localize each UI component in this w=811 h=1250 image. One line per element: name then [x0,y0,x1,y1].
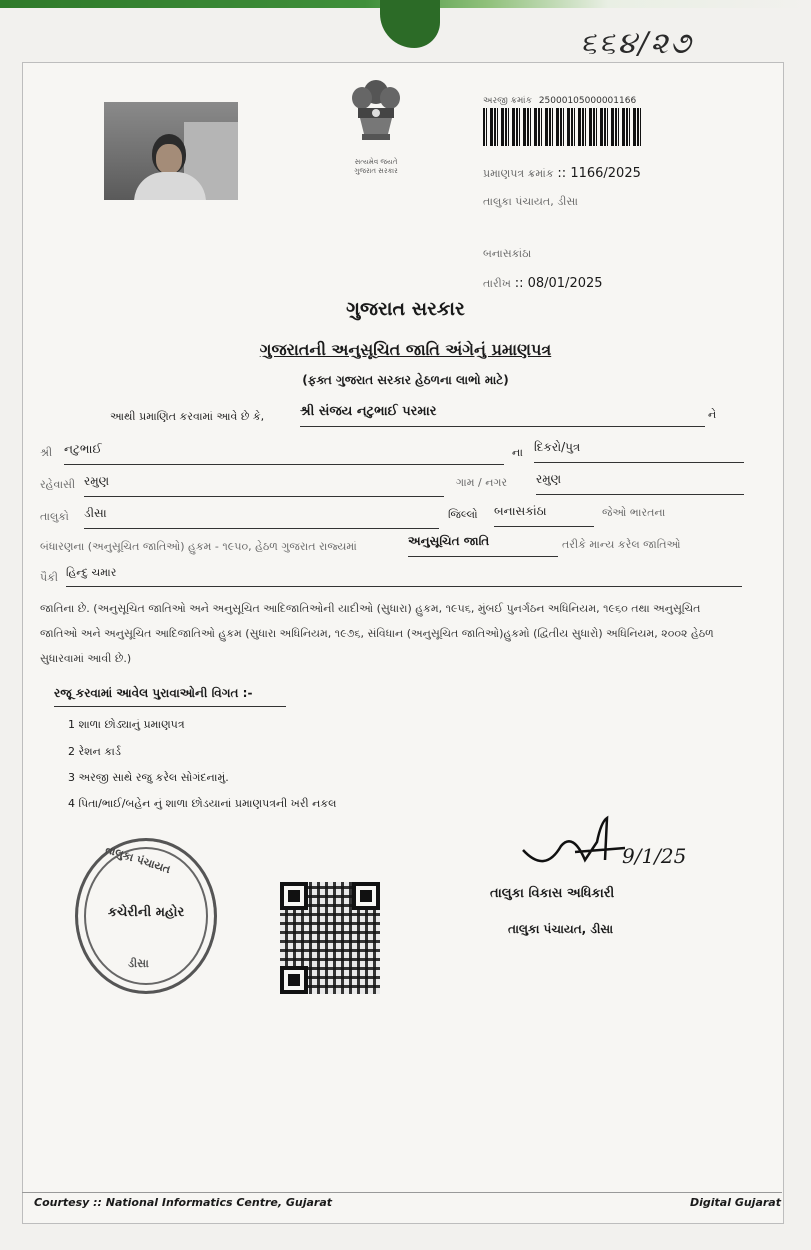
na-text: ના [512,446,523,459]
category-value: અનુસૂચિત જાતિ [408,534,558,557]
shri-label: શ્રી [40,446,53,459]
evidence-heading: રજૂ કરવામાં આવેલ પુરાવાઓની વિગત :- [54,686,286,707]
office-seal [75,838,217,994]
certificate-title: ગુજરાતની અનુસૂચિત જાતિ અંગેનું પ્રમાણપત્ર [259,340,552,359]
constitution-text: બંધારણના (અનુસૂચિત જાતિઓ) હુકમ - ૧૯૫૦, હેઠળ ગુજરાત રાજ્યમાં [40,540,357,553]
district-value: બનાસકાંઠા [494,504,594,527]
applicant-name: શ્રી સંજય નટુભાઈ પરમાર [300,404,705,427]
handwritten-file-number: ૬૬૪/૨૭ [580,26,693,61]
serial-label: અરજી ક્રમાંક [483,96,532,106]
taluka-label: તાલુકો [40,510,69,523]
footer-divider [22,1192,782,1193]
date-row [483,276,603,291]
legal-paragraph: જાતિના છે. (અનુસૂચિત જાતિઓ અને અનુસૂચિત આદિજાતિઓની યાદીઓ (સુધારા) હુકમ, ૧૯૫૬, મુંબઈ પુનર્ગઠન અધિનિયમ, ૧૯૬૦ તથા અનુસૂચિત જાતિઓ અને અનુસૂચિત આદિજાતિઓ હુકમ (સુધારા અધિનિયમ, ૧૯૭૬, સંવિધાન (અનુસૂચિત જાતિઓ)હુકમો (દ્વિતીય સુધારો) અધિનિયમ, ૨૦૦૨ હેઠળ સુધારવામાં આવી છે.) [40,602,714,665]
serial-number: 25000105000001166 [538,96,637,106]
header-district: બનાસકાંઠા [483,247,532,260]
seal-center-text: કચેરીની મહોર [107,905,185,920]
caste-label: પૈકી [40,571,59,584]
village-label: ગામ / નગર [456,476,508,489]
intro-text: આથી પ્રમાણિત કરવામાં આવે છે કે, [110,410,265,423]
resident-value: રમુણ [84,474,444,497]
district-label: જિલ્લો [448,508,478,521]
recognized-text: તરીકે માન્ય કરેલ જાતિઓ [562,538,681,551]
certificate-number-label: પ્રમાણપત્ર ક્રમાંક [483,167,554,180]
issue-date: :: 08/01/2025 [514,276,603,291]
date-label: તારીખ [483,277,511,290]
resident-label: રહેવાસી [40,478,76,491]
evidence-item: 1 શાળા છોડ્યાનું પ્રમાણપત્ર [68,718,185,731]
father-name: નટુભાઈ [64,442,504,465]
village-value: રમુણ [536,472,744,495]
evidence-item: 4 પિતા/ભાઈ/બહેન નું શાળા છોડયાનાં પ્રમાણપત્રની ખરી નકલ [68,797,337,810]
qr-code [280,882,380,994]
certificate-number-row [483,166,641,181]
footer-brand: Digital Gujarat [690,1196,781,1209]
certificate-number: :: 1166/2025 [557,166,641,181]
state-emblem [340,74,412,178]
issuing-office: તાલુકા પંચાયત, ડીસા [483,195,578,208]
emblem-caption-1: સત્યમેવ જયતે [354,158,398,166]
taluka-value: ડીસા [84,506,439,529]
signatory-designation: તાલુકા વિકાસ અધિકારી [490,886,615,901]
seal-ring-text: તાલુકા પંચાયત [103,842,173,877]
evidence-item: 3 અરજી સાથે રજુ કરેલ સોગંદનામું. [68,771,229,784]
bharat-text: જેઓ ભારતના [602,506,666,519]
signature-date: 9/1/25 [622,844,687,868]
applicant-photo [104,102,238,200]
seal-bottom-text: ડીસા [128,957,149,970]
signatory-office: તાલુકા પંચાયત, ડીસા [508,922,614,936]
footer-courtesy: Courtesy :: National Informatics Centre, Gujarat [34,1196,333,1209]
certificate-note: (ફક્ત ગુજરાત સરકાર હેઠળના લાભો માટે) [302,373,509,387]
govt-title: ગુજરાત સરકાર [346,298,465,320]
emblem-caption-2: ગુજરાત સરકાર [354,167,398,175]
caste-value: હિન્દુ ચમાર [66,566,742,587]
leaf-shadow [380,0,440,48]
relation: દિકરો/પુત્ર [534,440,744,463]
evidence-item: 2 રેશન કાર્ડ [68,745,121,758]
barcode [483,108,643,146]
lion-capital-icon [340,74,412,154]
serial-number-row [483,96,636,106]
ne-text: ને [708,408,717,421]
